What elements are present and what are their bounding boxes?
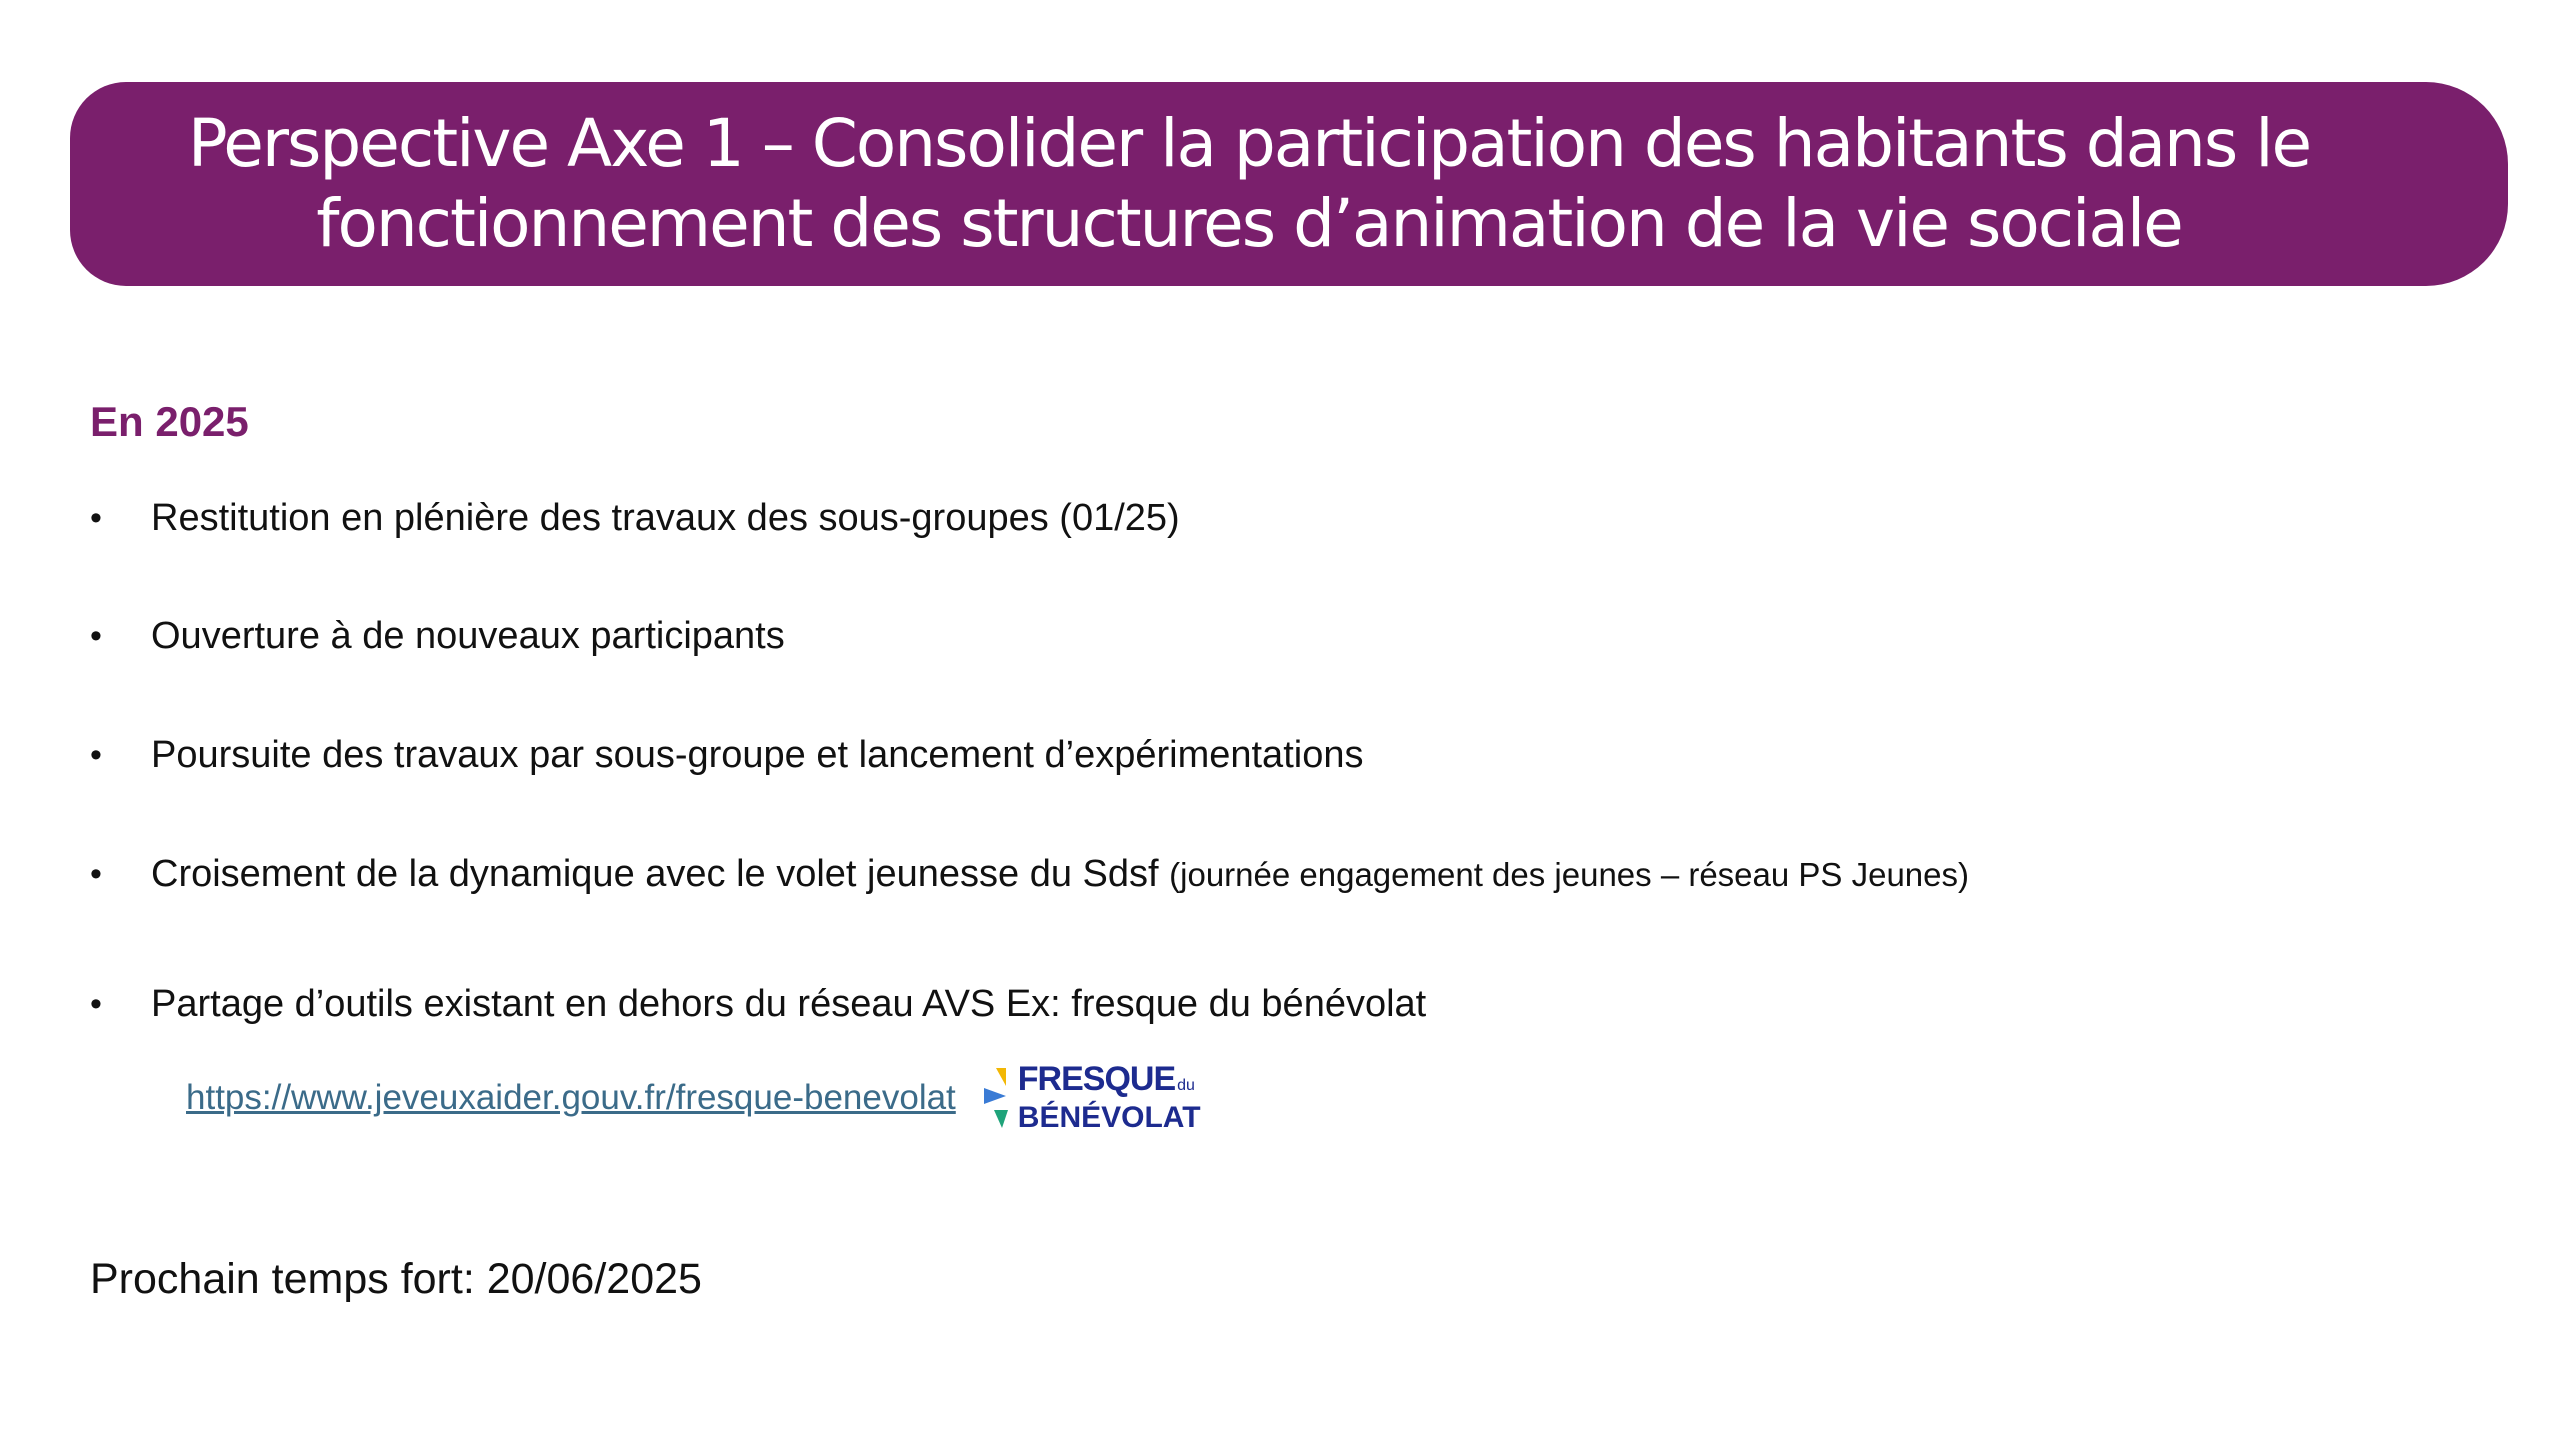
bullet-marker: • xyxy=(90,499,102,537)
fresque-link[interactable]: https://www.jeveuxaider.gouv.fr/fresque-benevolat xyxy=(186,1078,956,1117)
logo-word-fresque: FRESQUE xyxy=(1017,1059,1176,1098)
bullet-marker: • xyxy=(90,617,102,655)
bullet-text: Partage d’outils existant en dehors du réseau AVS Ex: fresque du bénévolat xyxy=(151,983,1427,1025)
logo-word-benevolat: BÉNÉVOLAT xyxy=(1017,1100,1201,1134)
bullet-text: Poursuite des travaux par sous-groupe et lancement d’expérimentations xyxy=(151,734,1364,776)
bullet-text-main: Croisement de la dynamique avec le volet jeunesse du Sdsf xyxy=(151,853,1170,895)
logo-line-1 xyxy=(1017,1059,1201,1102)
bullet-text-small: (journée engagement des jeunes – réseau PS Jeunes) xyxy=(1169,856,1970,893)
bullet-marker: • xyxy=(90,855,102,893)
logo-triangles-icon xyxy=(982,1066,1010,1130)
bullet-text: Ouverture à de nouveaux participants xyxy=(151,615,785,657)
fresque-benevolat-logo xyxy=(982,1059,1201,1134)
section-heading: En 2025 xyxy=(90,398,249,445)
bullet-text xyxy=(151,850,1969,899)
bullet-marker: • xyxy=(90,985,102,1023)
bullet-text: Restitution en plénière des travaux des sous-groupes (01/25) xyxy=(151,497,1180,539)
title-line-1: Perspective Axe 1 – Consolider la participation des habitants dans le xyxy=(187,105,2311,182)
bullet-marker: • xyxy=(90,736,102,774)
link-row xyxy=(186,1060,1201,1136)
logo-words xyxy=(1017,1059,1201,1134)
logo-word-du: du xyxy=(1177,1076,1195,1094)
title-line-2: fonctionnement des structures d’animation de la vie sociale xyxy=(316,185,2182,262)
next-event-text: Prochain temps fort: 20/06/2025 xyxy=(90,1255,702,1303)
title-banner xyxy=(70,82,2508,286)
